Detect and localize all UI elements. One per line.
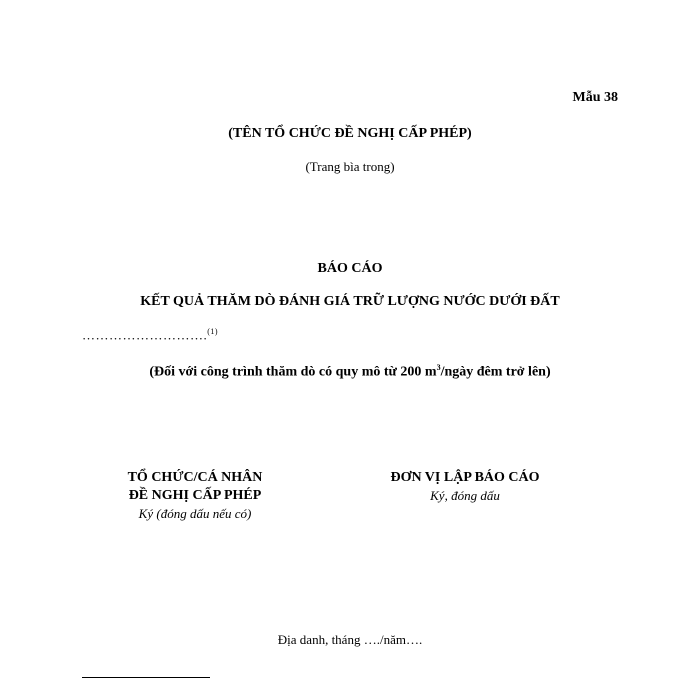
footnote-ref: (1): [207, 327, 219, 336]
dots: ……………………….: [82, 327, 208, 343]
report-label: BÁO CÁO: [317, 261, 383, 276]
footnote-divider: [82, 677, 210, 678]
organization-title: (TÊN TỔ CHỨC ĐỀ NGHỊ CẤP PHÉP): [228, 126, 472, 141]
signature-block-applicant: [95, 469, 295, 523]
applicant-line-2: ĐỀ NGHỊ CẤP PHÉP: [128, 488, 262, 503]
applicant-sign-note: Ký (đóng dấu nếu có): [138, 506, 252, 521]
scope-prefix: (Đối với công trình thăm dò có quy mô từ 200 m: [149, 364, 437, 380]
fill-in-dots: [82, 327, 218, 343]
report-title: KẾT QUẢ THĂM DÒ ĐÁNH GIÁ TRỮ LƯỢNG NƯỚC DƯỚI ĐẤT: [140, 294, 560, 309]
page-subtitle: (Trang bìa trong): [305, 159, 395, 174]
scope-suffix: /ngày đêm trở lên): [440, 364, 551, 380]
preparer-sign-note: Ký, đóng dấu: [430, 488, 500, 503]
scope-superscript: 3: [436, 363, 441, 372]
preparer-line-1: ĐƠN VỊ LẬP BÁO CÁO: [390, 470, 540, 485]
place-date: Địa danh, tháng …./năm….: [277, 632, 423, 647]
applicant-line-1: TỔ CHỨC/CÁ NHÂN: [127, 470, 263, 485]
scope-note: [0, 363, 700, 381]
form-code: Mẫu 38: [572, 90, 618, 105]
signature-block-preparer: [360, 469, 570, 505]
